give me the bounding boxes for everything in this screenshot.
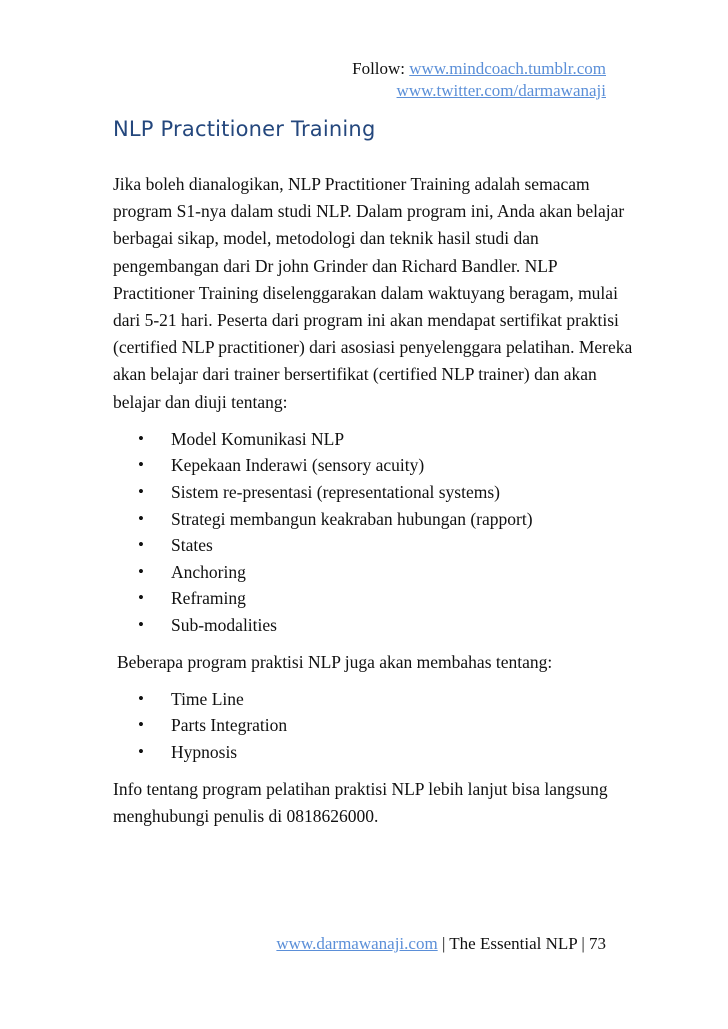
intro-paragraph: Jika boleh dianalogikan, NLP Practitioner Training adalah semacam program S1-nya dalam studi NLP. Dalam program ini, Anda akan belajar berbagai sikap, model, metodologi dan teknik hasil studi dan pengembangan dari Dr john Grinder dan Richard Bandler. NLP Practitioner Training diselenggarakan dalam waktuyang beragam, mulai dari 5-21 hari. Peserta dari program ini akan mendapat sertifikat praktisi (certified NLP practitioner) dari asosiasi penyelenggara pelatihan. Mereka akan belajar dari trainer bersertifikat (certified NLP trainer) dan akan belajar dan diuji tentang: [113, 174, 633, 412]
bullet-icon: • [138, 428, 144, 448]
bullet-icon: • [138, 561, 144, 581]
extra-topics-list [113, 686, 633, 766]
list-item: • Sistem re-presentasi (representational systems) [113, 479, 633, 506]
list-item: • Sub-modalities [113, 612, 633, 639]
bullet-icon: • [138, 741, 144, 761]
bullet-icon: • [138, 688, 144, 708]
follow-row [0, 58, 606, 80]
footer-link[interactable]: www.darmawanaji.com [276, 934, 438, 953]
list-item: • Reframing [113, 585, 633, 612]
bullet-icon: • [138, 482, 144, 502]
follow-label: Follow: [352, 59, 410, 78]
twitter-link[interactable]: www.twitter.com/darmawanaji [396, 81, 606, 100]
bullet-icon: • [138, 508, 144, 528]
list-item: • Parts Integration [113, 712, 633, 739]
list-item: • Hypnosis [113, 739, 633, 766]
bullet-icon: • [138, 455, 144, 475]
list-item: • Kepekaan Inderawi (sensory acuity) [113, 452, 633, 479]
page-header [0, 58, 606, 102]
twitter-row [0, 80, 606, 102]
footer-separator: | [437, 934, 450, 953]
list-item: • Model Komunikasi NLP [113, 426, 633, 453]
main-content [113, 171, 633, 830]
list-item: • States [113, 532, 633, 559]
extra-topics-paragraph: Beberapa program praktisi NLP juga akan membahas tentang: [117, 651, 553, 672]
book-title: The Essential NLP [449, 934, 578, 953]
bullet-icon: • [138, 535, 144, 555]
topics-list [113, 426, 633, 639]
list-item: • Anchoring [113, 559, 633, 586]
bullet-icon: • [138, 715, 144, 735]
list-item: • Time Line [113, 686, 633, 713]
page-footer [0, 934, 606, 954]
page-number: 73 [589, 934, 606, 953]
list-item: • Strategi membangun keakraban hubungan (rapport) [113, 506, 633, 533]
info-paragraph: Info tentang program pelatihan praktisi NLP lebih lanjut bisa langsung menghubungi penulis di 0818626000. [113, 778, 608, 826]
page-title: NLP Practitioner Training [113, 117, 376, 141]
bullet-icon: • [138, 588, 144, 608]
tumblr-link[interactable]: www.mindcoach.tumblr.com [409, 59, 606, 78]
bullet-icon: • [138, 614, 144, 634]
footer-separator: | [577, 934, 589, 953]
